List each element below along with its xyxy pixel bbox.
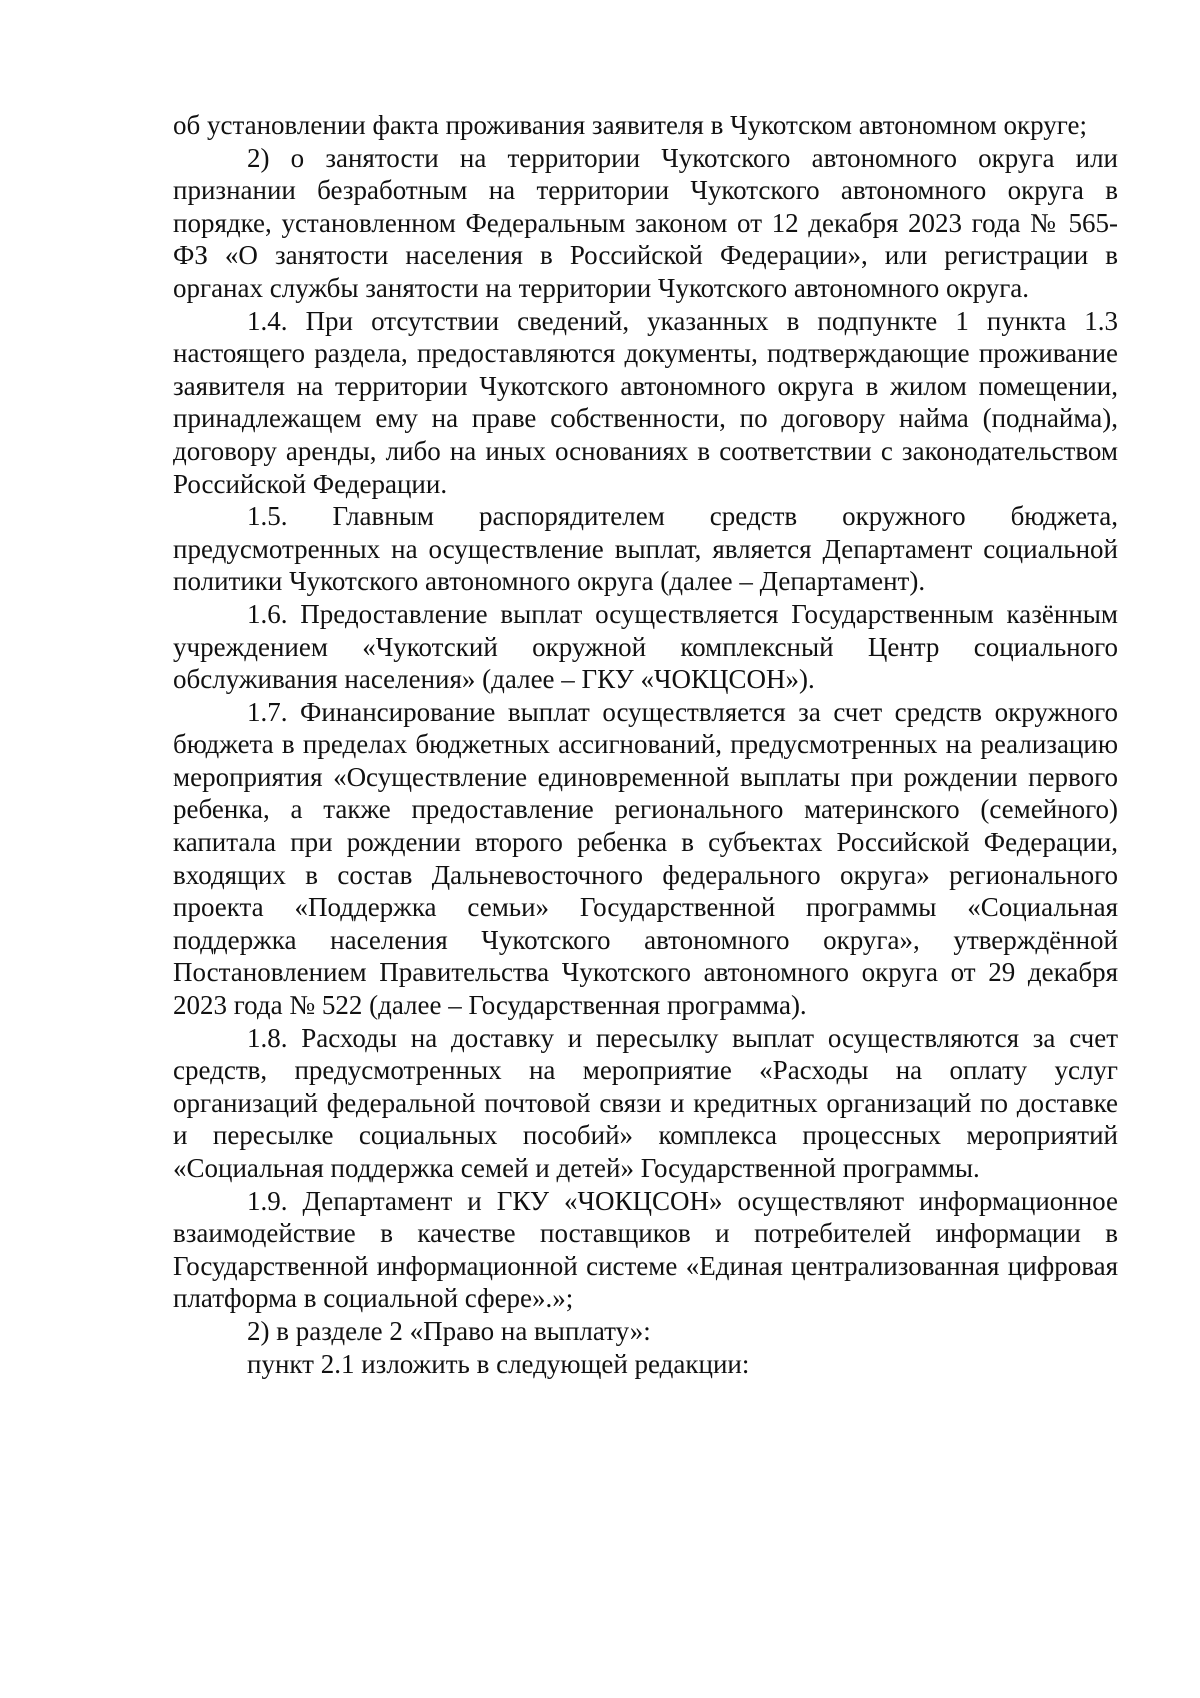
paragraph-employment: 2) о занятости на территории Чукотского автономного округа или признании безработным на территории Чукотского автономного округа в порядке, установленном Федеральным законом от 12 декабря 2023 года № 565-ФЗ «О занятости населения в Российской Федерации», или регистрации в органах службы занятости на территории Чукотского автономного округа. <box>173 142 1118 303</box>
paragraph-1-5: 1.5. Главным распорядителем средств окружного бюджета, предусмотренных на осуществление выплат, является Департамент социальной политики Чукотского автономного округа (далее – Департамент). <box>173 501 1118 597</box>
paragraph-section-2: 2) в разделе 2 «Право на выплату»: <box>247 1315 651 1346</box>
paragraph-item-2-1: пункт 2.1 изложить в следующей редакции: <box>247 1348 750 1379</box>
document-page <box>173 109 1118 1380</box>
paragraph-1-7: 1.7. Финансирование выплат осуществляется за счет средств окружного бюджета в пределах бюджетных ассигнований, предусмотренных на реализацию мероприятия «Осуществление единовременной выплаты при рождении первого ребенка, а также предоставление регионального материнского (семейного) капитала при рождении второго ребенка в субъектах Российской Федерации, входящих в состав Дальневосточного федерального округа» регионального проекта «Поддержка семьи» Государственной программы «Социальная поддержка населения Чукотского автономного округа», утверждённой Постановлением Правительства Чукотского автономного округа от 29 декабря 2023 года № 522 (далее – Государственная программа). <box>173 696 1118 1021</box>
paragraph-1-6: 1.6. Предоставление выплат осуществляется Государственным казённым учреждением «Чукотский окружной комплексный Центр социального обслуживания населения» (далее – ГКУ «ЧОКЦСОН»). <box>173 598 1118 695</box>
paragraph-1-8: 1.8. Расходы на доставку и пересылку выплат осуществляются за счет средств, предусмотренных на мероприятие «Расходы на оплату услуг организаций федеральной почтовой связи и кредитных организаций по доставке и пересылке социальных пособий» комплекса процессных мероприятий «Социальная поддержка семей и детей» Государственной программы. <box>173 1022 1118 1183</box>
paragraph-residence-fact: об установлении факта проживания заявителя в Чукотском автономном округе; <box>173 110 1087 140</box>
paragraph-1-9: 1.9. Департамент и ГКУ «ЧОКЦСОН» осуществляют информационное взаимодействие в качестве поставщиков и потребителей информации в Государственной информационной системе «Единая централизованная цифровая платформа в социальной сфере».»; <box>173 1185 1118 1314</box>
paragraph-1-4: 1.4. При отсутствии сведений, указанных в подпункте 1 пункта 1.3 настоящего раздела, предоставляются документы, подтверждающие проживание заявителя на территории Чукотского автономного округа в жилом помещении, принадлежащем ему на праве собственности, по договору найма (поднайма), договору аренды, либо на иных основаниях в соответствии с законодательством Российской Федерации. <box>173 305 1118 499</box>
